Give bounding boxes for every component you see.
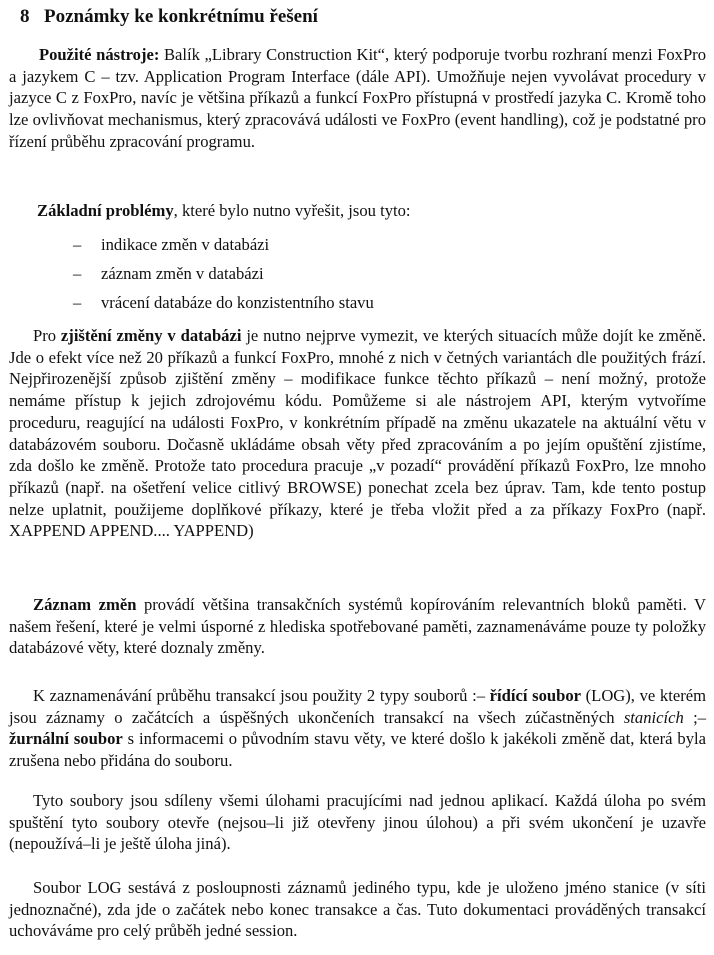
paragraph-change-record-text: provádí většina transakčních systémů kopírováním relevantních bloků paměti. V našem řešení, které je velmi úsporné z hlediska spotřebované paměti, zaznamenáváme pouze ty položky databázové věty, které doznaly změny. xyxy=(9,595,706,658)
paragraph-change-detection-lead: zjištění změny v databázi xyxy=(60,326,242,345)
paragraph-problems-lead: Základní problémy xyxy=(37,201,174,220)
paragraph-file-types xyxy=(9,685,706,772)
list-item-text: vrácení databáze do konzistentního stavu xyxy=(101,293,374,312)
problem-list xyxy=(73,230,374,317)
list-dash: – xyxy=(73,235,82,254)
paragraph-tools xyxy=(9,44,706,153)
paragraph-log-file xyxy=(9,877,706,942)
section-heading xyxy=(20,4,318,30)
paragraph-change-detection xyxy=(9,325,706,542)
paragraph-file-types-mid: (LOG), ve kterém jsou záznamy o začátcích a úspěšných ukončeních transakcí na všech zúčastněných xyxy=(9,686,707,727)
paragraph-change-detection-text: je nutno nejprve vymezit, ve kterých situacích může dojít ke změně. Jde o efekt více než 20 příkazů a funkcí FoxPro, mnohé z nich v četných variantách dle použitých frází. Nejpřirozenější způsob zjištění změny – modifikace funkce těchto příkazů – není možný, protože nemáme přístup k jejich zdrojovému kódu. Pomůžeme si ale nástrojem API, kterým vytvoříme proceduru, reagující na události FoxPro, v konkrétním případě na změnu ukazatele na aktuální větu v databázovém souboru. Dočasně ukládáme obsah věty před zpracováním a po jejím opuštění zjistíme, zda došlo ke změně. Protože tato procedura pracuje „v pozadí“ provádění příkazů FoxPro, lze mnoho příkazů (např. na ošetření velice citlivý BROWSE) ponechat zcela bez úprav. Tam, kde tento postup nelze uplatnit, použijeme doplňkové příkazy, které je třeba vložit před a za příkazy FoxPro (např. XAPPEND APPEND.... YAPPEND) xyxy=(9,326,706,541)
journal-file-term: žurnální soubor xyxy=(9,729,123,749)
paragraph-file-types-text: s informacemi o původním stavu věty, ve které došlo k jakékoli změně dat, která byla zrušena nebo přidána do souboru. xyxy=(9,729,706,771)
stations-term: stanicích xyxy=(623,707,684,727)
paragraph-file-sharing xyxy=(9,790,706,855)
paragraph-change-record-lead: Záznam změn xyxy=(33,595,137,614)
list-item xyxy=(73,288,374,317)
paragraph-problems xyxy=(37,200,697,222)
paragraph-file-types-mid2: ;– xyxy=(683,707,706,727)
paragraph-change-detection-pre: Pro xyxy=(33,326,61,345)
list-dash: – xyxy=(73,293,82,312)
section-title: Poznámky ke konkrétnímu řešení xyxy=(44,6,318,27)
list-item xyxy=(73,259,374,288)
control-file-term: řídící soubor xyxy=(489,686,581,705)
list-item-text: záznam změn v databázi xyxy=(101,264,264,283)
paragraph-file-sharing-text: Tyto soubory jsou sdíleny všemi úlohami pracujícími nad jednou aplikací. Každá úloha po svém spuštění tyto soubory otevře (nejsou–li již otevřeny jinou úlohou) a při svém ukončení je uzavře (nepoužívá–li je ještě úloha jiná). xyxy=(9,791,706,854)
paragraph-tools-lead: Použité nástroje: xyxy=(39,45,160,64)
list-item-text: indikace změn v databázi xyxy=(101,235,270,254)
paragraph-change-record xyxy=(9,594,706,659)
paragraph-problems-text: , které bylo nutno vyřešit, jsou tyto: xyxy=(173,201,411,220)
section-number: 8 xyxy=(20,6,30,27)
paragraph-file-types-pre: K zaznamenávání průběhu transakcí jsou použity 2 typy souborů :– xyxy=(33,686,490,705)
paragraph-tools-text: Balík „Library Construction Kit“, který podporuje tvorbu rozhraní menzi FoxPro a jazykem C – tzv. Application Program Interface (dále API). Umožňuje nejen vyvolávat procedury v jazyce C z FoxPro, navíc je většina příkazů a funkcí FoxPro přístupná v prostředí jazyka C. Kromě toho lze ovlivňovat mechanismus, který zpracovává události ve FoxPro (event handling), což je podstatné pro řízení průběhu zpracování programu. xyxy=(9,45,706,151)
paragraph-log-file-text: Soubor LOG sestává z posloupnosti záznamů jediného typu, kde je uloženo jméno stanice (v síti jednoznačné), zda jde o začátek nebo konec transakce a čas. Tuto dokumentaci prováděných transakcí uchováváme pro celý průběh jedné session. xyxy=(9,878,706,941)
list-item xyxy=(73,230,374,259)
list-dash: – xyxy=(73,264,82,283)
